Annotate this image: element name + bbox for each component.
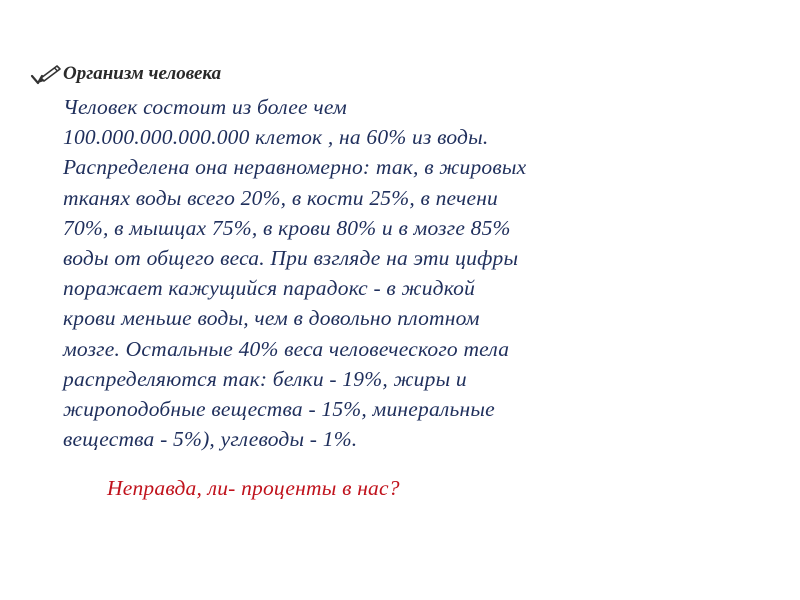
body-line: 70%, в мышцах 75%, в крови 80% и в мозге 85% (63, 215, 511, 240)
body-line: крови меньше воды, чем в довольно плотном (63, 306, 480, 331)
body-line: воды от общего веса. При взгляде на эти цифры (63, 246, 519, 271)
title-row (30, 62, 221, 86)
slide-title: Организм человека (63, 63, 222, 84)
pencil-check-icon (30, 64, 62, 86)
body-text (63, 92, 643, 454)
body-line: 100.000.000.000.000 клеток , на 60% из воды. (63, 125, 489, 150)
body-line: мозге. Остальные 40% веса человеческого тела (63, 336, 510, 361)
closing-question: Неправда, ли- проценты в нас? (107, 476, 400, 500)
body-line: тканях воды всего 20%, в кости 25%, в печени (63, 185, 499, 210)
body-line: жироподобные вещества - 15%, минеральные (63, 397, 495, 422)
body-line: распределяются так: белки - 19%, жиры и (63, 366, 467, 391)
body-line: вещества - 5%), углеводы - 1%. (63, 427, 358, 452)
body-line: поражает кажущийся парадокс - в жидкой (63, 276, 476, 301)
body-line: Человек состоит из более чем (63, 95, 347, 119)
body-line: Распределена она неравномерно: так, в жировых (63, 155, 527, 180)
